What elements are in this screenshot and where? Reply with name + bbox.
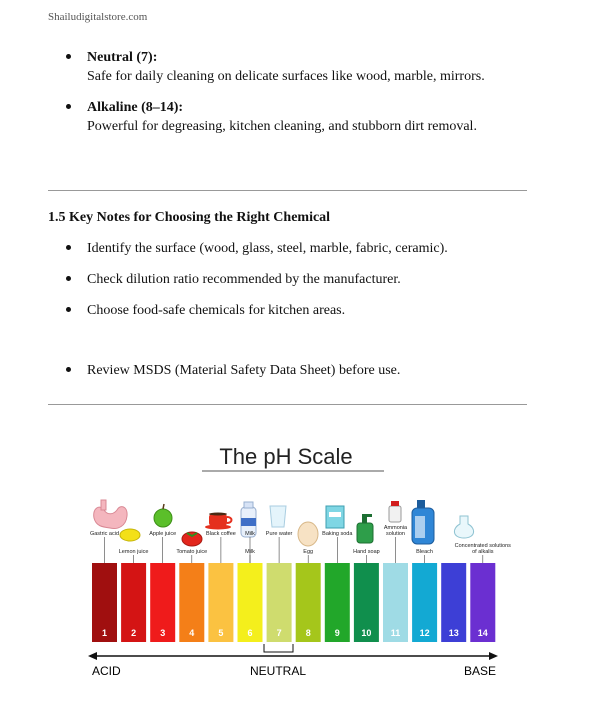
ph-bar-number: 14 xyxy=(477,628,488,638)
divider xyxy=(48,190,527,191)
substance-label-bottom: Bleach xyxy=(416,549,434,555)
list-item-desc: Safe for daily cleaning on delicate surfaces like wood, marble, mirrors. xyxy=(87,69,485,84)
ph-bar-number: 10 xyxy=(361,628,372,638)
substance-label-top: Black coffee xyxy=(205,531,236,537)
list-item-title: Alkaline (8–14): xyxy=(87,100,184,115)
stomach-icon xyxy=(94,500,127,529)
substance-label-top: solution xyxy=(386,531,405,537)
ph-bar-number: 6 xyxy=(247,628,253,638)
list-item xyxy=(66,239,546,258)
ph-bar-number: 7 xyxy=(276,628,282,638)
bullet-icon xyxy=(66,307,71,312)
ph-bar-number: 2 xyxy=(131,628,137,638)
list-item xyxy=(66,301,546,320)
ph-bar-number: 5 xyxy=(218,628,224,638)
site-watermark: Shailudigitalstore.com xyxy=(48,11,148,23)
hand-soap-icon xyxy=(357,514,373,543)
ph-bar-number: 3 xyxy=(160,628,166,638)
substance-label-bottom: Lemon juice xyxy=(118,549,149,555)
bullet-icon xyxy=(66,104,71,109)
substance-label-bottom: Hand soap xyxy=(353,549,380,555)
ph-axis xyxy=(88,644,498,678)
ph-bar-number: 13 xyxy=(448,628,459,638)
acid-label: ACID xyxy=(92,664,121,678)
coffee-cup-icon xyxy=(205,513,232,530)
neutral-label: NEUTRAL xyxy=(249,664,307,678)
substance-label-top: Apple juice xyxy=(149,531,177,537)
bullet-icon xyxy=(66,276,71,281)
list-item-desc: Powerful for degreasing, kitchen cleaning, and stubborn dirt removal. xyxy=(87,119,477,134)
substance-label-top: Gastric acid xyxy=(89,531,120,537)
ph-scale-figure xyxy=(84,430,511,685)
note-text: Review MSDS (Material Safety Data Sheet) before use. xyxy=(87,363,401,378)
right-arrow-icon xyxy=(489,652,498,660)
list-item xyxy=(66,361,546,380)
left-arrow-icon xyxy=(88,652,97,660)
lemon-icon xyxy=(120,529,140,541)
substance-label-bottom: Milk xyxy=(245,549,255,555)
substance-label-top: Baking soda xyxy=(322,531,353,537)
ph-bar-number: 11 xyxy=(390,628,401,638)
section-heading: 1.5 Key Notes for Choosing the Right Chemical xyxy=(48,210,331,225)
figure-title: The pH Scale xyxy=(219,444,353,469)
neutral-bracket xyxy=(264,644,293,652)
substance-label-top: Ammonia xyxy=(383,525,408,531)
divider xyxy=(48,404,527,405)
base-label: BASE xyxy=(463,664,496,678)
apple-icon xyxy=(154,504,172,527)
ph-bars xyxy=(92,563,495,642)
water-glass-icon xyxy=(270,506,286,527)
list-item xyxy=(66,270,546,289)
ph-bar-number: 1 xyxy=(101,628,108,638)
substance-label-bottom: Concentrated solutions xyxy=(454,543,511,549)
list-item-neutral xyxy=(66,48,546,86)
flask-icon xyxy=(454,516,473,538)
ph-bar-number: 12 xyxy=(419,628,430,638)
note-text: Check dilution ratio recommended by the manufacturer. xyxy=(87,272,401,287)
substance-label-bottom: of alkalis xyxy=(472,549,494,555)
note-text: Choose food-safe chemicals for kitchen areas. xyxy=(87,303,346,318)
ammonia-bottle-icon xyxy=(389,501,401,522)
note-text: Identify the surface (wood, glass, steel, marble, fabric, ceramic). xyxy=(87,241,448,256)
substance-label-top: Milk xyxy=(245,531,255,537)
bullet-icon xyxy=(66,54,71,59)
egg-icon xyxy=(298,522,318,546)
ph-bar-number: 9 xyxy=(334,628,340,638)
list-item-alkaline xyxy=(66,98,546,136)
tomato-icon xyxy=(182,532,202,546)
ph-bar-number: 4 xyxy=(189,628,195,638)
substance-label-top: Pure water xyxy=(265,531,293,537)
substance-label-bottom: Tomato juice xyxy=(176,549,208,555)
baking-soda-box-icon xyxy=(326,506,344,528)
list-item-title: Neutral (7): xyxy=(87,50,158,65)
bleach-bottle-icon xyxy=(412,500,434,544)
ph-bar-number: 8 xyxy=(305,628,311,638)
bullet-icon xyxy=(66,367,71,372)
substance-label-bottom: Egg xyxy=(303,549,314,555)
bullet-icon xyxy=(66,245,71,250)
